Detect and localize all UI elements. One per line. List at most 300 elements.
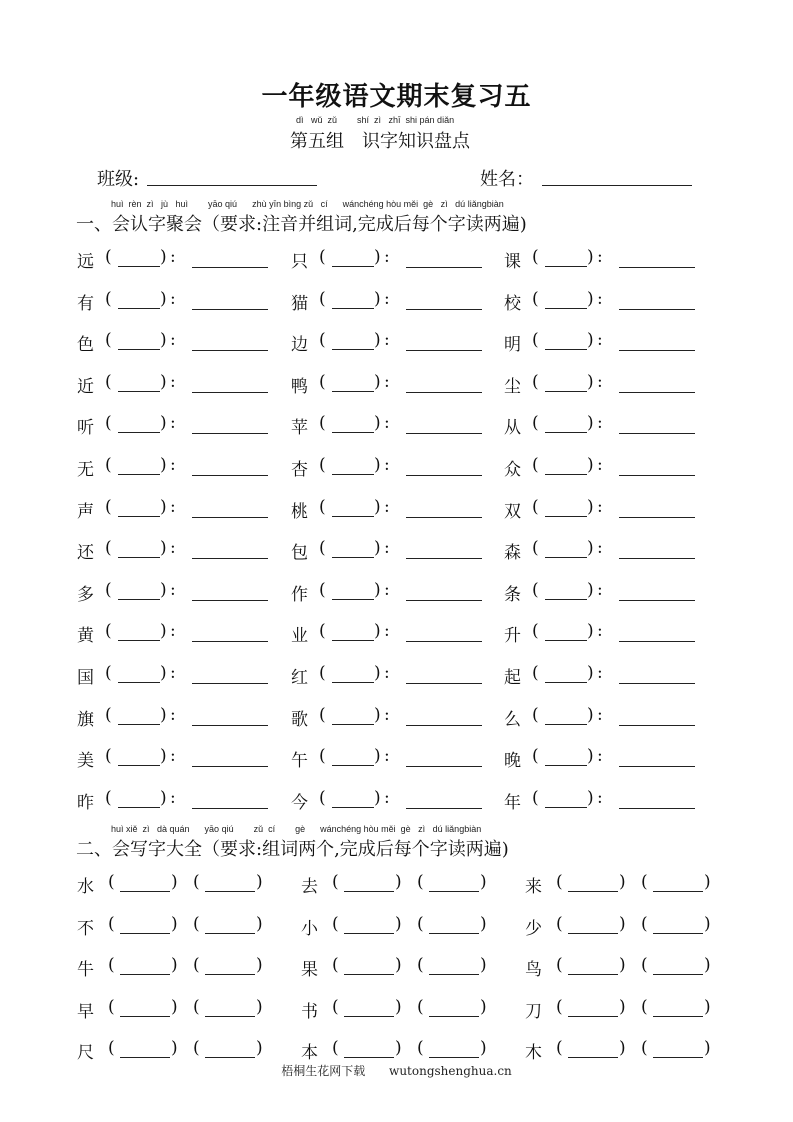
- pinyin-blank[interactable]: [545, 308, 587, 309]
- paren-close: ): [171, 913, 178, 934]
- colon: :: [384, 371, 390, 392]
- word-blank[interactable]: [120, 933, 170, 934]
- character: 么: [504, 709, 521, 730]
- paren-open: (: [532, 579, 539, 600]
- class-input-line[interactable]: [147, 185, 317, 186]
- char-entry: [77, 746, 277, 776]
- paren-close: ): [587, 330, 594, 351]
- char-entry: [504, 247, 704, 277]
- colon: :: [170, 579, 176, 600]
- colon: :: [170, 371, 176, 392]
- word-blank[interactable]: [406, 433, 482, 434]
- write-entry: [301, 914, 501, 944]
- character: 只: [291, 252, 308, 272]
- character: 年: [504, 792, 521, 813]
- word-blank[interactable]: [406, 808, 482, 809]
- pinyin-blank[interactable]: [118, 516, 160, 517]
- paren-open: (: [319, 538, 326, 559]
- paren-close: ): [374, 371, 381, 392]
- colon: :: [170, 746, 176, 767]
- write-entry: [525, 997, 725, 1027]
- colon: :: [170, 496, 176, 517]
- paren-close: ): [160, 579, 167, 600]
- char-entry: [291, 538, 491, 568]
- paren-open: (: [105, 288, 112, 309]
- pinyin-blank[interactable]: [332, 308, 374, 309]
- paren-close: ): [619, 955, 626, 975]
- pinyin-blank[interactable]: [118, 266, 160, 267]
- pinyin-blank[interactable]: [545, 557, 587, 558]
- colon: :: [384, 746, 390, 767]
- word-blank[interactable]: [192, 683, 268, 684]
- word-blank[interactable]: [192, 433, 268, 434]
- word-blank[interactable]: [568, 1016, 618, 1017]
- paren-close: ): [160, 455, 167, 475]
- paren-close: ): [374, 247, 381, 267]
- write-entry: [525, 872, 725, 902]
- word-blank[interactable]: [619, 808, 695, 809]
- paren-open: (: [641, 1038, 648, 1058]
- char-entry: [291, 746, 491, 776]
- character: 午: [291, 751, 308, 772]
- char-entry: [504, 538, 704, 568]
- word-blank[interactable]: [192, 808, 268, 809]
- colon: :: [384, 455, 390, 475]
- paren-open: (: [417, 955, 424, 975]
- pinyin-blank[interactable]: [545, 349, 587, 350]
- char-entry: [291, 289, 491, 319]
- word-blank[interactable]: [406, 350, 482, 351]
- word-blank[interactable]: [192, 641, 268, 642]
- word-blank[interactable]: [406, 392, 482, 393]
- paren-close: ): [587, 704, 594, 725]
- section1-row: [0, 746, 793, 776]
- pinyin-blank[interactable]: [332, 682, 374, 683]
- word-blank[interactable]: [344, 933, 394, 934]
- pinyin-blank[interactable]: [118, 599, 160, 600]
- word-blank[interactable]: [619, 475, 695, 476]
- paren-open: (: [319, 663, 326, 683]
- paren-open: (: [332, 872, 339, 892]
- char-entry: [77, 663, 277, 693]
- word-blank[interactable]: [120, 1016, 170, 1017]
- word-blank[interactable]: [653, 933, 703, 934]
- paren-open: (: [105, 704, 112, 725]
- colon: :: [384, 704, 390, 725]
- character: 歌: [291, 709, 308, 730]
- paren-close: ): [587, 288, 594, 309]
- paren-open: (: [532, 538, 539, 559]
- write-entry: [301, 955, 501, 985]
- pinyin-blank[interactable]: [332, 474, 374, 475]
- char-entry: [291, 788, 491, 818]
- paren-close: ): [160, 787, 167, 808]
- colon: :: [597, 455, 603, 475]
- footer-site-name: 梧桐生花网下载: [281, 1064, 366, 1078]
- pinyin-blank[interactable]: [545, 266, 587, 267]
- name-input-line[interactable]: [542, 185, 692, 186]
- char-entry: [77, 455, 277, 485]
- char-entry: [504, 746, 704, 776]
- char-entry: [77, 413, 277, 443]
- colon: :: [384, 787, 390, 808]
- paren-open: (: [319, 621, 326, 642]
- write-entry: [77, 955, 277, 985]
- word-blank[interactable]: [406, 267, 482, 268]
- pinyin-blank[interactable]: [332, 516, 374, 517]
- paren-open: (: [105, 663, 112, 683]
- pinyin-blank[interactable]: [118, 308, 160, 309]
- section2-title: 二、会写字大全（要求:组词两个,完成后每个字读两遍): [76, 839, 509, 860]
- word-blank[interactable]: [619, 433, 695, 434]
- paren-open: (: [319, 247, 326, 267]
- write-entry: [301, 997, 501, 1027]
- pinyin-blank[interactable]: [545, 682, 587, 683]
- word-blank[interactable]: [568, 933, 618, 934]
- colon: :: [597, 247, 603, 267]
- paren-open: (: [105, 247, 112, 267]
- char-entry: [291, 455, 491, 485]
- colon: :: [170, 704, 176, 725]
- paren-close: ): [160, 538, 167, 559]
- paren-close: ): [480, 955, 487, 975]
- paren-close: ): [374, 330, 381, 351]
- pinyin-blank[interactable]: [332, 807, 374, 808]
- word-blank[interactable]: [653, 974, 703, 975]
- pinyin-blank[interactable]: [118, 765, 160, 766]
- paren-open: (: [319, 330, 326, 351]
- word-blank[interactable]: [192, 309, 268, 310]
- word-blank[interactable]: [619, 600, 695, 601]
- paren-open: (: [556, 996, 563, 1017]
- paren-close: ): [171, 872, 178, 892]
- paren-open: (: [105, 746, 112, 767]
- char-entry: [291, 580, 491, 610]
- colon: :: [384, 330, 390, 351]
- paren-open: (: [532, 496, 539, 517]
- paren-close: ): [374, 787, 381, 808]
- paren-open: (: [105, 455, 112, 475]
- char-entry: [77, 289, 277, 319]
- char-entry: [504, 705, 704, 735]
- colon: :: [597, 413, 603, 434]
- pinyin-blank[interactable]: [118, 474, 160, 475]
- character: 包: [291, 543, 308, 564]
- word-blank[interactable]: [406, 641, 482, 642]
- word-blank[interactable]: [192, 267, 268, 268]
- word-blank[interactable]: [653, 1057, 703, 1058]
- paren-open: (: [105, 579, 112, 600]
- word-blank[interactable]: [568, 974, 618, 975]
- section1-row: [0, 247, 793, 277]
- char-entry: [291, 330, 491, 360]
- paren-open: (: [532, 704, 539, 725]
- section1-row: [0, 330, 793, 360]
- pinyin-blank[interactable]: [332, 391, 374, 392]
- char-entry: [291, 413, 491, 443]
- colon: :: [597, 288, 603, 309]
- char-entry: [504, 580, 704, 610]
- character: 尺: [77, 1043, 94, 1063]
- paren-close: ): [160, 413, 167, 434]
- pinyin-blank[interactable]: [118, 391, 160, 392]
- word-blank[interactable]: [120, 974, 170, 975]
- word-blank[interactable]: [192, 558, 268, 559]
- word-blank[interactable]: [429, 933, 479, 934]
- word-blank[interactable]: [192, 766, 268, 767]
- word-blank[interactable]: [619, 641, 695, 642]
- word-blank[interactable]: [192, 725, 268, 726]
- word-blank[interactable]: [429, 1016, 479, 1017]
- paren-close: ): [160, 704, 167, 725]
- char-entry: [77, 372, 277, 402]
- colon: :: [170, 621, 176, 642]
- paren-open: (: [105, 538, 112, 559]
- section1-row: [0, 705, 793, 735]
- word-blank[interactable]: [344, 1057, 394, 1058]
- pinyin-blank[interactable]: [332, 349, 374, 350]
- paren-close: ): [704, 996, 711, 1017]
- word-blank[interactable]: [619, 683, 695, 684]
- paren-open: (: [641, 913, 648, 934]
- colon: :: [597, 538, 603, 559]
- paren-close: ): [587, 247, 594, 267]
- colon: :: [597, 746, 603, 767]
- paren-close: ): [256, 996, 263, 1017]
- subtitle: 第五组 识字知识盘点: [290, 131, 470, 152]
- paren-open: (: [532, 247, 539, 267]
- colon: :: [597, 621, 603, 642]
- pinyin-blank[interactable]: [332, 599, 374, 600]
- paren-open: (: [319, 455, 326, 475]
- word-blank[interactable]: [344, 891, 394, 892]
- colon: :: [384, 413, 390, 434]
- character: 国: [77, 668, 94, 688]
- paren-close: ): [171, 996, 178, 1017]
- paren-open: (: [105, 496, 112, 517]
- paren-open: (: [319, 371, 326, 392]
- word-blank[interactable]: [619, 725, 695, 726]
- pinyin-blank[interactable]: [332, 765, 374, 766]
- paren-close: ): [171, 955, 178, 975]
- pinyin-blank[interactable]: [332, 432, 374, 433]
- character: 鸭: [291, 376, 308, 397]
- word-blank[interactable]: [192, 517, 268, 518]
- paren-open: (: [532, 330, 539, 351]
- word-blank[interactable]: [406, 766, 482, 767]
- section1-row: [0, 538, 793, 568]
- paren-open: (: [193, 955, 200, 975]
- section1-row: [0, 788, 793, 818]
- section2-row: [0, 955, 793, 985]
- word-blank[interactable]: [619, 267, 695, 268]
- character: 听: [77, 418, 94, 439]
- paren-open: (: [105, 330, 112, 351]
- section1-row: [0, 372, 793, 402]
- word-blank[interactable]: [406, 725, 482, 726]
- char-entry: [291, 621, 491, 651]
- paren-close: ): [374, 496, 381, 517]
- paren-open: (: [108, 872, 115, 892]
- colon: :: [384, 621, 390, 642]
- paren-close: ): [704, 913, 711, 934]
- paren-open: (: [319, 704, 326, 725]
- word-blank[interactable]: [205, 891, 255, 892]
- paren-close: ): [160, 621, 167, 642]
- paren-close: ): [395, 996, 402, 1017]
- pinyin-blank[interactable]: [118, 807, 160, 808]
- paren-open: (: [108, 913, 115, 934]
- word-blank[interactable]: [406, 558, 482, 559]
- paren-close: ): [374, 746, 381, 767]
- word-blank[interactable]: [192, 392, 268, 393]
- character: 校: [504, 293, 521, 314]
- word-blank[interactable]: [205, 933, 255, 934]
- word-blank[interactable]: [406, 517, 482, 518]
- word-blank[interactable]: [406, 600, 482, 601]
- pinyin-blank[interactable]: [118, 640, 160, 641]
- colon: :: [597, 371, 603, 392]
- pinyin-blank[interactable]: [545, 474, 587, 475]
- paren-open: (: [532, 288, 539, 309]
- word-blank[interactable]: [192, 600, 268, 601]
- word-blank[interactable]: [653, 1016, 703, 1017]
- word-blank[interactable]: [192, 350, 268, 351]
- pinyin-blank[interactable]: [118, 557, 160, 558]
- char-entry: [77, 497, 277, 527]
- word-blank[interactable]: [205, 974, 255, 975]
- character: 起: [504, 668, 521, 688]
- word-blank[interactable]: [406, 309, 482, 310]
- pinyin-blank[interactable]: [332, 557, 374, 558]
- pinyin-blank[interactable]: [545, 432, 587, 433]
- paren-close: ): [395, 1038, 402, 1058]
- paren-open: (: [532, 746, 539, 767]
- word-blank[interactable]: [406, 683, 482, 684]
- footer-site-url: wutongshenghua.cn: [389, 1064, 512, 1078]
- word-blank[interactable]: [619, 766, 695, 767]
- paren-close: ): [587, 413, 594, 434]
- pinyin-blank[interactable]: [545, 391, 587, 392]
- paren-close: ): [160, 371, 167, 392]
- colon: :: [170, 787, 176, 808]
- character: 边: [291, 335, 308, 356]
- section2-row: [0, 872, 793, 902]
- section1-row: [0, 289, 793, 319]
- pinyin-blank[interactable]: [332, 640, 374, 641]
- word-blank[interactable]: [120, 1057, 170, 1058]
- paren-close: ): [587, 746, 594, 767]
- paren-close: ): [619, 1038, 626, 1058]
- word-blank[interactable]: [619, 558, 695, 559]
- pinyin-blank[interactable]: [545, 724, 587, 725]
- word-blank[interactable]: [344, 1016, 394, 1017]
- colon: :: [597, 496, 603, 517]
- char-entry: [77, 580, 277, 610]
- character: 晚: [504, 751, 521, 772]
- char-entry: [504, 497, 704, 527]
- pinyin-blank[interactable]: [545, 599, 587, 600]
- paren-open: (: [319, 288, 326, 309]
- pinyin-blank[interactable]: [118, 682, 160, 683]
- word-blank[interactable]: [619, 392, 695, 393]
- character: 升: [504, 626, 521, 647]
- paren-open: (: [108, 996, 115, 1017]
- paren-close: ): [171, 1038, 178, 1058]
- char-entry: [77, 788, 277, 818]
- pinyin-blank[interactable]: [545, 807, 587, 808]
- paren-close: ): [704, 955, 711, 975]
- pinyin-blank[interactable]: [332, 724, 374, 725]
- paren-close: ): [587, 621, 594, 642]
- paren-close: ): [256, 1038, 263, 1058]
- character: 条: [504, 584, 521, 605]
- word-blank[interactable]: [406, 475, 482, 476]
- colon: :: [384, 247, 390, 267]
- paren-close: ): [374, 621, 381, 642]
- pinyin-blank[interactable]: [118, 349, 160, 350]
- write-entry: [77, 997, 277, 1027]
- paren-open: (: [319, 746, 326, 767]
- colon: :: [170, 455, 176, 475]
- paren-close: ): [395, 872, 402, 892]
- section1-row: [0, 497, 793, 527]
- word-blank[interactable]: [653, 891, 703, 892]
- character: 作: [291, 584, 308, 605]
- word-blank[interactable]: [429, 891, 479, 892]
- pinyin-blank[interactable]: [118, 432, 160, 433]
- footer: [0, 1062, 793, 1079]
- word-blank[interactable]: [568, 891, 618, 892]
- paren-close: ): [374, 663, 381, 683]
- paren-close: ): [395, 955, 402, 975]
- character: 鸟: [525, 960, 542, 980]
- char-entry: [291, 705, 491, 735]
- word-blank[interactable]: [619, 309, 695, 310]
- character: 业: [291, 626, 308, 647]
- word-blank[interactable]: [429, 974, 479, 975]
- section2-row: [0, 997, 793, 1027]
- character: 水: [77, 877, 94, 897]
- pinyin-blank[interactable]: [332, 266, 374, 267]
- character: 小: [301, 918, 318, 939]
- pinyin-blank[interactable]: [545, 765, 587, 766]
- pinyin-blank[interactable]: [545, 640, 587, 641]
- word-blank[interactable]: [568, 1057, 618, 1058]
- word-blank[interactable]: [205, 1016, 255, 1017]
- section1-pinyin: huì rèn zì jù huì yāo qiú zhù yīn bìng zǔ cí wánchéng hòu měi gè zì dú liǎngbiàn: [111, 199, 504, 209]
- word-blank[interactable]: [192, 475, 268, 476]
- paren-close: ): [619, 872, 626, 892]
- pinyin-blank[interactable]: [118, 724, 160, 725]
- word-blank[interactable]: [120, 891, 170, 892]
- paren-close: ): [480, 996, 487, 1017]
- character: 去: [301, 877, 318, 897]
- paren-open: (: [556, 872, 563, 892]
- word-blank[interactable]: [205, 1057, 255, 1058]
- char-entry: [291, 497, 491, 527]
- word-blank[interactable]: [619, 517, 695, 518]
- word-blank[interactable]: [429, 1057, 479, 1058]
- character: 尘: [504, 376, 521, 397]
- pinyin-blank[interactable]: [545, 516, 587, 517]
- character: 桃: [291, 501, 308, 522]
- subtitle-pinyin: dì wǔ zǔ shí zì zhī shi pán diǎn: [296, 115, 455, 125]
- paren-close: ): [587, 663, 594, 683]
- char-entry: [291, 247, 491, 277]
- word-blank[interactable]: [344, 974, 394, 975]
- word-blank[interactable]: [619, 350, 695, 351]
